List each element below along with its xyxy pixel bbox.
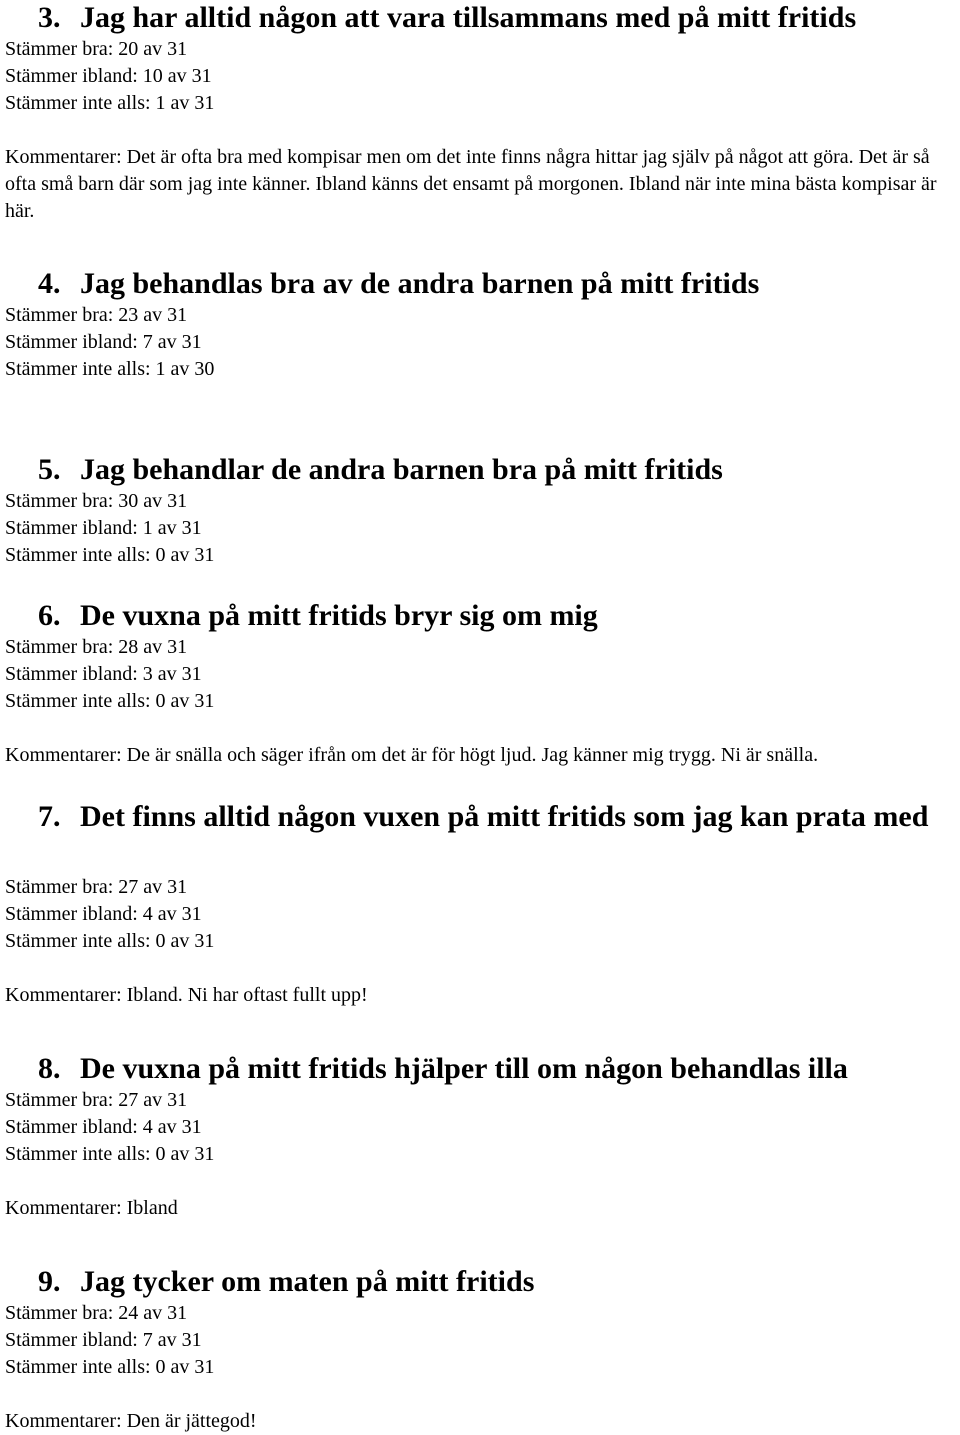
- question-number: 4.: [38, 267, 61, 300]
- question-number: 5.: [38, 453, 61, 486]
- answer-disagree: Stämmer inte alls: 0 av 31: [5, 544, 215, 566]
- question-8-heading: [38, 1049, 958, 1088]
- answer-agree: Stämmer bra: 23 av 31: [5, 304, 188, 326]
- answer-disagree: Stämmer inte alls: 0 av 31: [5, 930, 215, 952]
- question-3-heading: [38, 0, 958, 37]
- answer-disagree: Stämmer inte alls: 1 av 30: [5, 358, 215, 380]
- answer-agree: Stämmer bra: 27 av 31: [5, 876, 188, 898]
- question-6-comment: Kommentarer: De är snälla och säger ifrån om det är för högt ljud. Jag känner mig trygg. Ni är snälla.: [5, 744, 819, 766]
- answer-agree: Stämmer bra: 28 av 31: [5, 636, 188, 658]
- answer-sometimes: Stämmer ibland: 7 av 31: [5, 331, 202, 353]
- answer-agree: Stämmer bra: 20 av 31: [5, 38, 188, 60]
- answer-sometimes: Stämmer ibland: 1 av 31: [5, 517, 202, 539]
- question-3-comment: Kommentarer: Det är ofta bra med kompisar men om det inte finns några hittar jag själv på något att göra. Det är så ofta små barn där som jag inte känner. Ibland känns det ensamt på morgonen. Ibland när inte mina bästa kompisar är här.: [5, 146, 937, 222]
- answer-sometimes: Stämmer ibland: 4 av 31: [5, 903, 202, 925]
- question-title: Jag tycker om maten på mitt fritids: [80, 1265, 535, 1298]
- question-number: 6.: [38, 599, 61, 632]
- question-9-heading: [38, 1262, 958, 1301]
- question-title: Det finns alltid någon vuxen på mitt fritids som jag kan prata med: [80, 800, 929, 833]
- question-title: Jag har alltid någon att vara tillsammans med på mitt fritids: [80, 1, 857, 34]
- question-title: Jag behandlas bra av de andra barnen på mitt fritids: [80, 267, 760, 300]
- question-9-comment: Kommentarer: Den är jättegod!: [5, 1410, 257, 1432]
- answer-disagree: Stämmer inte alls: 1 av 31: [5, 92, 215, 114]
- question-number: 3.: [38, 1, 61, 34]
- question-title: De vuxna på mitt fritids bryr sig om mig: [80, 599, 598, 632]
- question-7-heading: [38, 797, 958, 836]
- question-number: 8.: [38, 1052, 61, 1085]
- answer-sometimes: Stämmer ibland: 7 av 31: [5, 1329, 202, 1351]
- question-4-heading: [38, 264, 958, 303]
- answer-agree: Stämmer bra: 30 av 31: [5, 490, 188, 512]
- answer-sometimes: Stämmer ibland: 4 av 31: [5, 1116, 202, 1138]
- question-number: 9.: [38, 1265, 61, 1298]
- answer-disagree: Stämmer inte alls: 0 av 31: [5, 1356, 215, 1378]
- question-6-heading: [38, 596, 958, 635]
- answer-disagree: Stämmer inte alls: 0 av 31: [5, 1143, 215, 1165]
- question-5-heading: [38, 450, 958, 489]
- answer-disagree: Stämmer inte alls: 0 av 31: [5, 690, 215, 712]
- question-title: De vuxna på mitt fritids hjälper till om någon behandlas illa: [80, 1052, 848, 1085]
- question-number: 7.: [38, 800, 61, 833]
- question-8-comment: Kommentarer: Ibland: [5, 1197, 178, 1219]
- answer-agree: Stämmer bra: 27 av 31: [5, 1089, 188, 1111]
- answer-sometimes: Stämmer ibland: 10 av 31: [5, 65, 212, 87]
- question-7-comment: Kommentarer: Ibland. Ni har oftast fullt upp!: [5, 984, 368, 1006]
- answer-agree: Stämmer bra: 24 av 31: [5, 1302, 188, 1324]
- answer-sometimes: Stämmer ibland: 3 av 31: [5, 663, 202, 685]
- question-title: Jag behandlar de andra barnen bra på mitt fritids: [80, 453, 723, 486]
